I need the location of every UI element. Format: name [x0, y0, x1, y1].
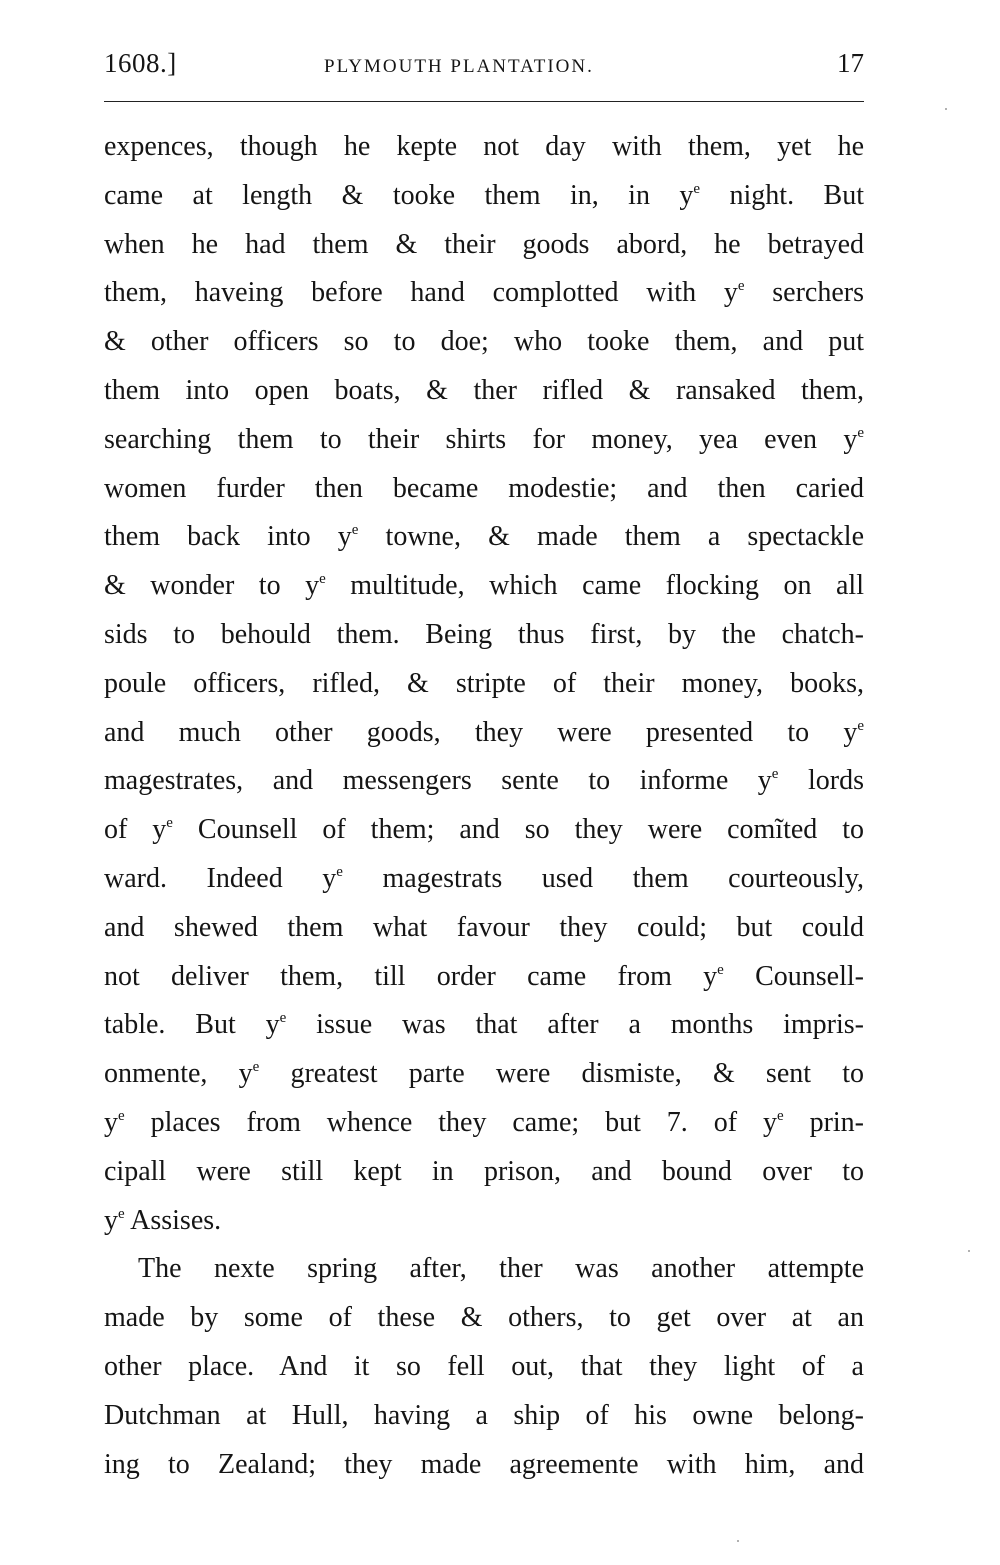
text-line: The nexte spring after, ther was another attempte: [138, 1253, 864, 1285]
text-line: made by some of these & others, to get over at an: [104, 1302, 864, 1334]
header-title: PLYMOUTH PLANTATION.: [324, 56, 594, 77]
body-text: [104, 123, 864, 1489]
text-line: $y^e$ Assises.: [104, 1204, 222, 1236]
text-line: poule officers, rifled, & stripte of their money, books,: [104, 667, 864, 699]
text-line: ing to Zealand; they made agreemente with him, and: [104, 1448, 864, 1480]
paragraph-2: [104, 1245, 864, 1489]
text-line: $y^e$ places from whence they came; but 7. of $y^e$ prin-: [104, 1106, 865, 1138]
text-line: came at length & tooke them in, in $y^e$ night. But: [104, 179, 864, 211]
text-line: other place. And it so fell out, that they light of a: [104, 1350, 864, 1382]
text-line: women furder then became modestie; and then caried: [104, 472, 864, 504]
running-header: [104, 48, 864, 88]
text-line: them, haveing before hand complotted with $y^e$ serchers: [104, 277, 864, 309]
text-line: ward. Indeed $y^e$ magestrats used them courteously,: [104, 862, 865, 894]
text-line: & wonder to $y^e$ multitude, which came flocking on all: [104, 570, 864, 602]
text-line: them back into $y^e$ towne, & made them a spectackle: [104, 521, 864, 553]
text-line: magestrates, and messengers sente to informe $y^e$ lords: [104, 765, 864, 797]
text-line: expences, though he kepte not day with them, yet he: [104, 131, 864, 162]
paper-speck: [737, 1540, 739, 1542]
text-line: and shewed them what favour they could; but could: [104, 911, 864, 943]
text-line: cipall were still kept in prison, and bound over to: [104, 1155, 864, 1187]
text-line: of $y^e$ Counsell of them; and so they were comĩted to: [104, 814, 864, 846]
text-line: them into open boats, & ther rifled & ransaked them,: [104, 374, 864, 406]
text-line: sids to behould them. Being thus first, by the chatch-: [104, 618, 864, 650]
text-line: table. But $y^e$ issue was that after a months impris-: [104, 1009, 864, 1041]
text-line: when he had them & their goods abord, he betrayed: [104, 228, 864, 260]
paragraph-1: [104, 123, 864, 1245]
page-number: 17: [837, 48, 864, 78]
text-line: not deliver them, till order came from $y^e$ Counsell-: [104, 960, 864, 992]
text-line: & other officers so to doe; who tooke them, and put: [104, 326, 864, 358]
text-line: onmente, $y^e$ greatest parte were dismiste, & sent to: [104, 1058, 865, 1090]
paper-speck: [945, 108, 947, 110]
text-line: searching them to their shirts for money, yea even $y^e$: [104, 423, 864, 455]
header-rule: [104, 101, 864, 102]
paper-speck: [968, 1250, 970, 1252]
text-line: Dutchman at Hull, having a ship of his owne belong-: [104, 1399, 864, 1431]
text-line: and much other goods, they were presented to $y^e$: [104, 716, 864, 748]
header-year: 1608.]: [104, 48, 177, 78]
